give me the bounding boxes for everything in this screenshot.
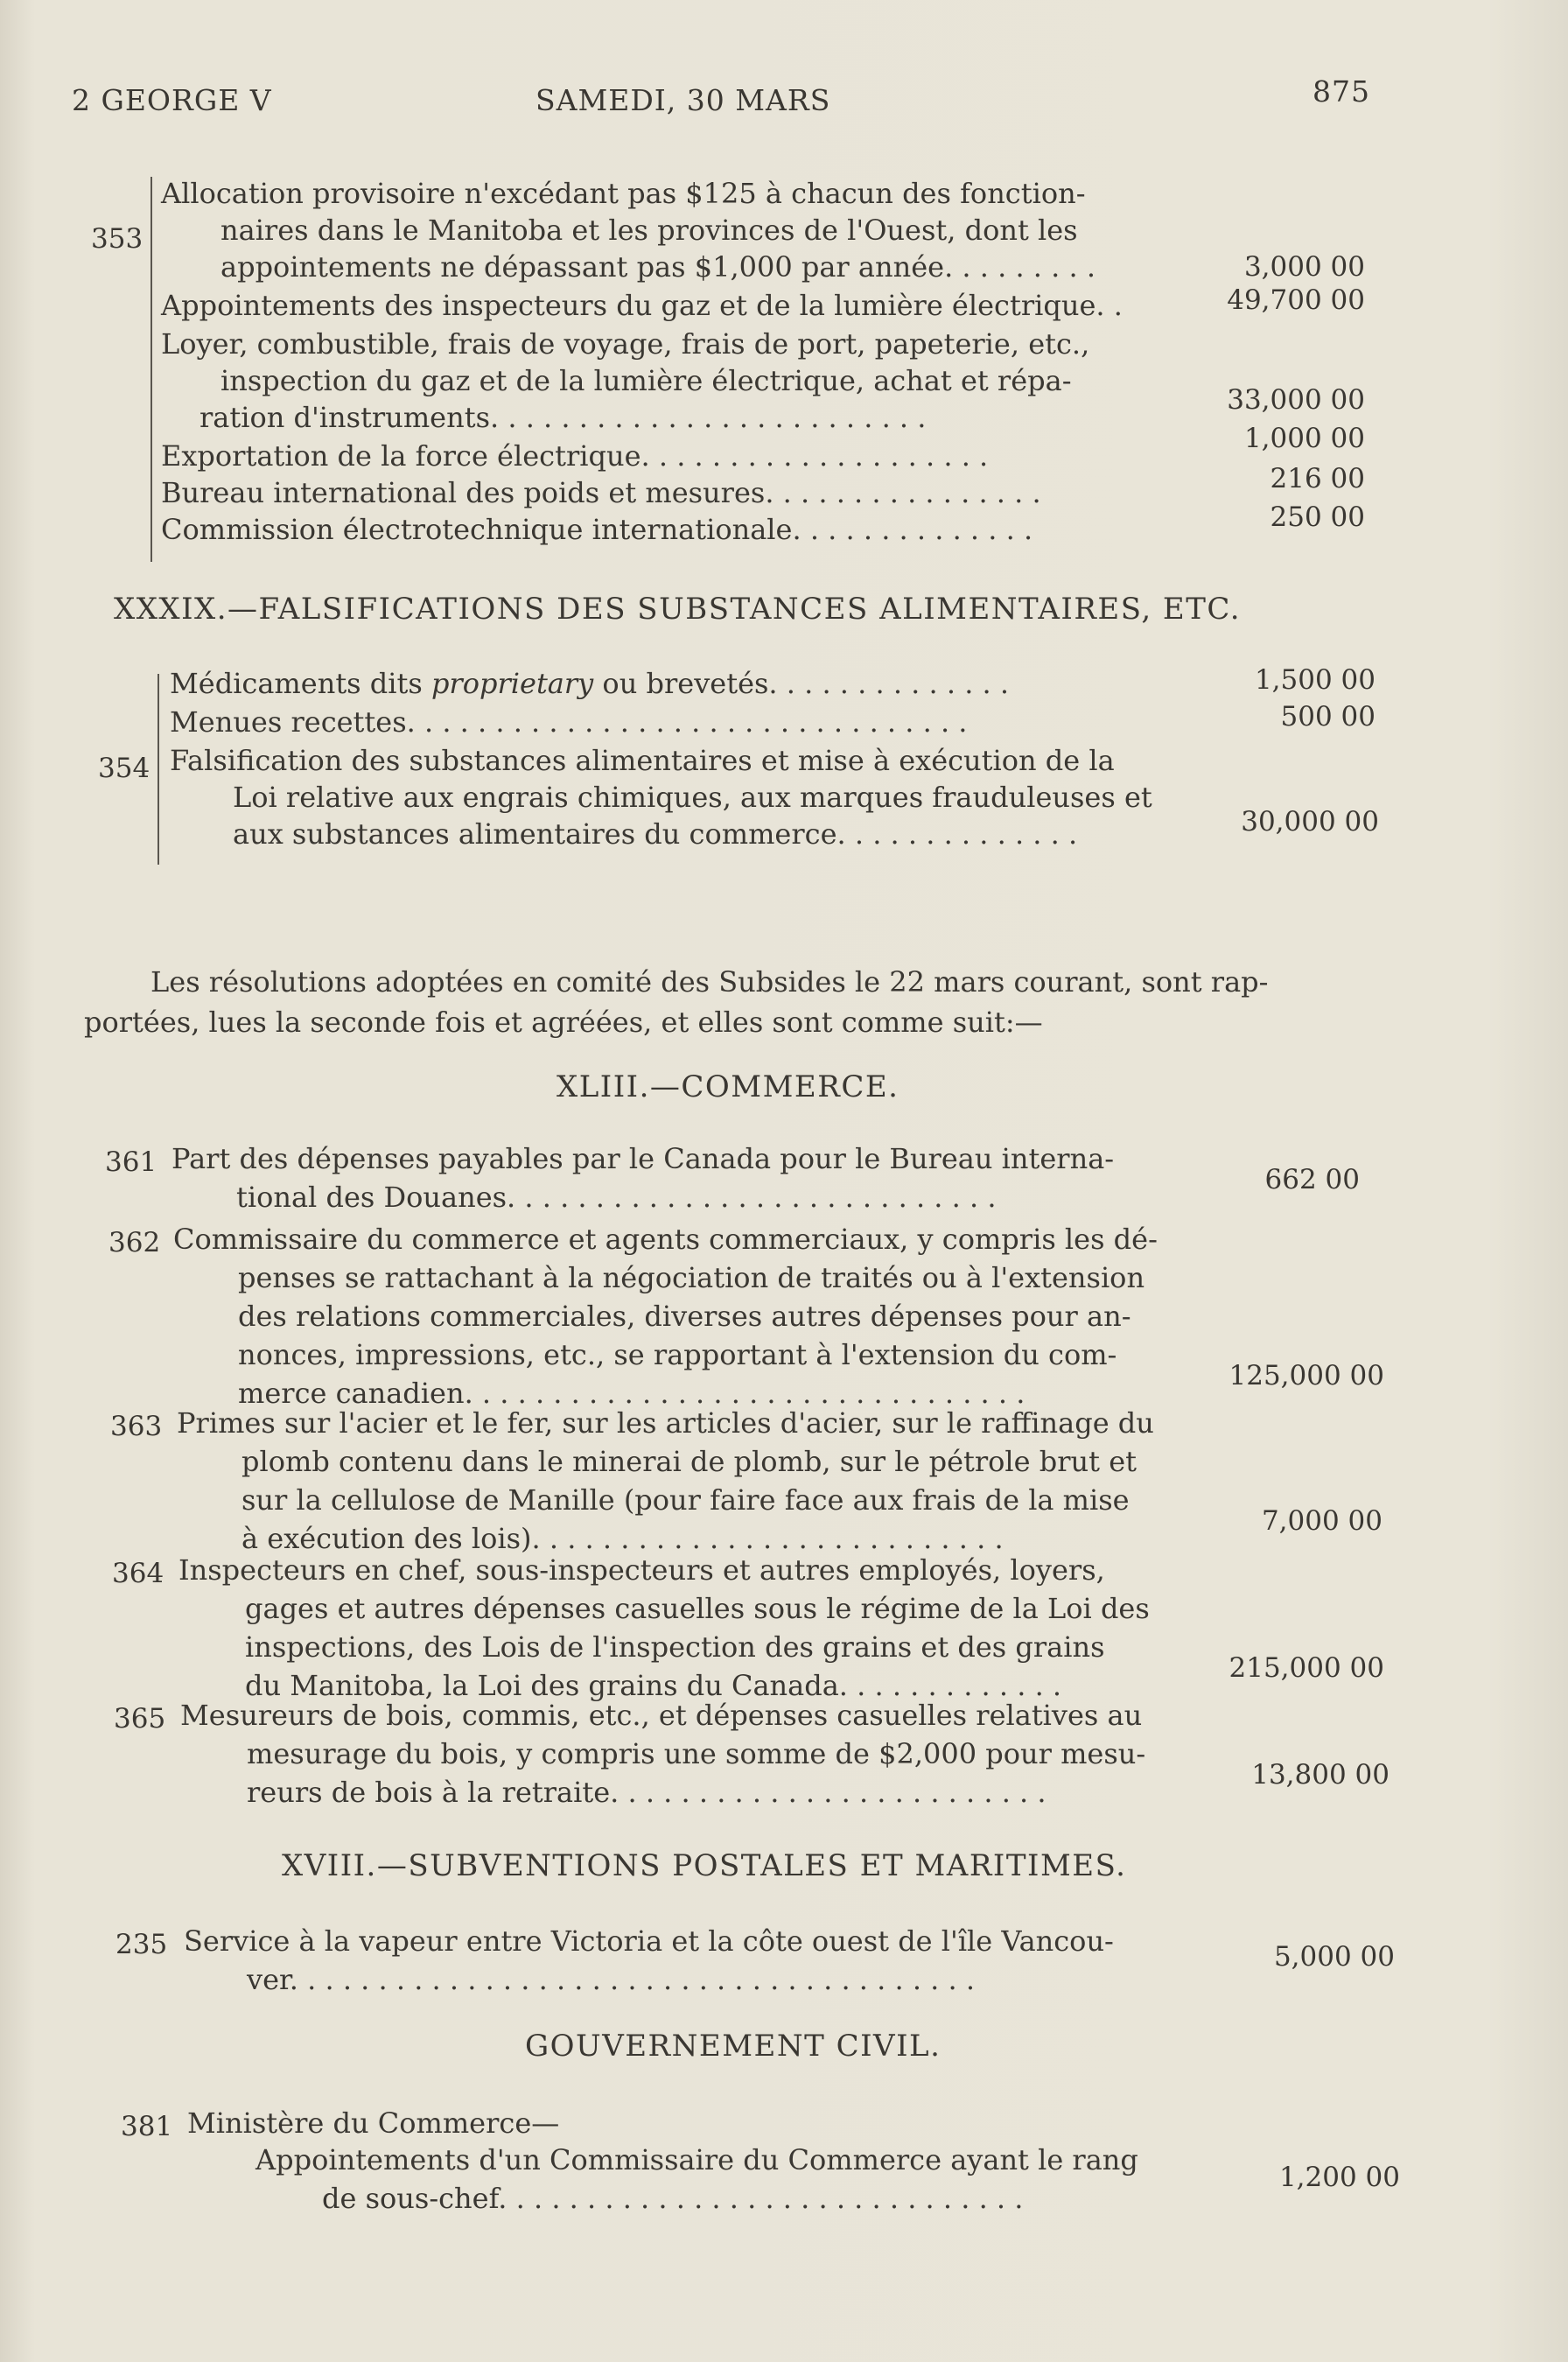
item-363-line-3: sur la cellulose de Manille (pour faire face aux frais de la mise [242, 1483, 1130, 1517]
heading-xliii: XLIII.—COMMERCE. [556, 1069, 900, 1104]
item-363-line-4: à exécution des lois). . . . . . . . . . . . . . . . . . . . . . . . . . . [242, 1522, 1004, 1555]
line-353-8: Exportation de la force électrique. . . . . . . . . . . . . . . . . . . . [161, 439, 989, 473]
line-354-5: aux substances alimentaires du commerce. . . . . . . . . . . . . . [233, 817, 1078, 851]
section-353 [0, 175, 1568, 548]
amount-362: 125,000 00 [1228, 1360, 1384, 1391]
amount-354-1: 1,500 00 [1254, 664, 1376, 696]
amount-363: 7,000 00 [1261, 1505, 1382, 1537]
item-362-line-5: merce canadien. . . . . . . . . . . . . . . . . . . . . . . . . . . . . . . . [238, 1377, 1026, 1410]
heading-xviii: XVIII.—SUBVENTIONS POSTALES ET MARITIMES. [282, 1848, 1127, 1883]
line-354-3: Falsification des substances alimentaires et mise à exécution de la [170, 744, 1115, 777]
heading-gouvernement-civil: GOUVERNEMENT CIVIL. [525, 2029, 942, 2064]
item-362-line-2: penses se rattachant à la négociation de traités ou à l'extension [238, 1261, 1145, 1294]
amount-353-4: 1,000 00 [1243, 423, 1365, 454]
item-381-line-3: de sous-chef. . . . . . . . . . . . . . . . . . . . . . . . . . . . . . [322, 2182, 1024, 2215]
item-number-235: 235 [116, 1929, 168, 1960]
amount-354-2: 500 00 [1280, 701, 1376, 732]
item-364-line-1: Inspecteurs en chef, sous-inspecteurs et autres employés, loyers, [178, 1553, 1105, 1587]
item-361-line-2: tional des Douanes. . . . . . . . . . . . . . . . . . . . . . . . . . . . [236, 1181, 997, 1214]
line-353-3: appointements ne dépassant pas $1,000 par année. . . . . . . . . [220, 250, 1096, 284]
heading-xxxix: XXXIX.—FALSIFICATIONS DES SUBSTANCES ALIMENTAIRES, ETC. [114, 592, 1242, 627]
line-353-5: Loyer, combustible, frais de voyage, frais de port, papeterie, etc., [161, 327, 1090, 361]
item-365-line-1: Mesureurs de bois, commis, etc., et dépenses casuelles relatives au [180, 1699, 1143, 1732]
line-353-10: Commission électrotechnique internationale. . . . . . . . . . . . . . [161, 513, 1033, 546]
amount-353-1: 3,000 00 [1243, 251, 1365, 283]
line-354-4: Loi relative aux engrais chimiques, aux marques frauduleuses et [233, 781, 1152, 814]
page-number: 875 [1312, 74, 1370, 109]
item-362-line-1: Commissaire du commerce et agents commerciaux, y compris les dé- [173, 1223, 1158, 1256]
item-365-line-3: reurs de bois à la retraite. . . . . . . . . . . . . . . . . . . . . . . . . [247, 1776, 1046, 1809]
amount-365: 13,800 00 [1251, 1759, 1390, 1791]
item-number-365: 365 [114, 1703, 166, 1735]
item-number-381: 381 [121, 2111, 173, 2142]
item-365-line-2: mesurage du bois, y compris une somme de $2,000 pour mesu- [247, 1737, 1146, 1770]
line-353-9: Bureau international des poids et mesures. . . . . . . . . . . . . . . . [161, 476, 1041, 509]
line-353-7: ration d'instruments. . . . . . . . . . . . . . . . . . . . . . . . . [200, 401, 927, 434]
item-number-364: 364 [112, 1558, 164, 1589]
item-364-line-3: inspections, des Lois de l'inspection des grains et des grains [245, 1630, 1105, 1664]
resolution-line-1: Les résolutions adoptées en comité des Subsides le 22 mars courant, sont rap- [150, 965, 1269, 999]
amount-353-5: 216 00 [1270, 463, 1365, 494]
line-353-1: Allocation provisoire n'excédant pas $125 à chacun des fonction- [161, 177, 1086, 210]
item-381-line-1: Ministère du Commerce— [187, 2106, 560, 2140]
item-362-line-4: nonces, impressions, etc., se rapportant à l'extension du com- [238, 1338, 1117, 1371]
item-362-line-3: des relations commerciales, diverses autres dépenses pour an- [238, 1300, 1131, 1333]
amount-361: 662 00 [1264, 1164, 1360, 1195]
header-left: 2 GEORGE V [72, 83, 272, 117]
amount-364: 215,000 00 [1228, 1652, 1384, 1684]
amount-353-6: 250 00 [1270, 501, 1365, 533]
item-364-line-2: gages et autres dépenses casuelles sous le régime de la Loi des [245, 1592, 1150, 1625]
item-number-362: 362 [108, 1227, 161, 1258]
section-354 [0, 665, 1568, 852]
item-number-363: 363 [110, 1411, 163, 1442]
item-361-line-1: Part des dépenses payables par le Canada pour le Bureau interna- [172, 1142, 1115, 1175]
item-363-line-2: plomb contenu dans le minerai de plomb, sur le pétrole brut et [242, 1445, 1137, 1478]
amount-235: 5,000 00 [1273, 1941, 1395, 1973]
line-354-1: Médicaments dits proprietary ou brevetés. . . . . . . . . . . . . . [170, 667, 1010, 700]
amount-354-3: 30,000 00 [1241, 806, 1379, 838]
item-number-361: 361 [105, 1146, 158, 1178]
amount-353-3: 33,000 00 [1227, 384, 1365, 416]
item-363-line-1: Primes sur l'acier et le fer, sur les articles d'acier, sur le raffinage du [177, 1406, 1154, 1440]
item-number-354: 354 [98, 753, 150, 784]
line-353-4: Appointements des inspecteurs du gaz et de la lumière électrique. . [161, 289, 1123, 322]
line-353-2: naires dans le Manitoba et les provinces de l'Ouest, dont les [220, 214, 1078, 247]
line-354-2: Menues recettes. . . . . . . . . . . . . . . . . . . . . . . . . . . . . . . . [170, 705, 968, 739]
line-353-6: inspection du gaz et de la lumière électrique, achat et répa- [220, 364, 1072, 397]
item-number-353: 353 [91, 223, 144, 255]
item-364-line-4: du Manitoba, la Loi des grains du Canada. . . . . . . . . . . . . [245, 1669, 1062, 1702]
amount-381: 1,200 00 [1278, 2162, 1400, 2193]
item-235-line-1: Service à la vapeur entre Victoria et la côte ouest de l'île Vancou- [184, 1924, 1114, 1958]
item-235-line-2: ver. . . . . . . . . . . . . . . . . . . . . . . . . . . . . . . . . . . . . . . [247, 1963, 976, 1996]
header-center: SAMEDI, 30 MARS [536, 83, 831, 117]
resolution-line-2: portées, lues la seconde fois et agréées, et elles sont comme suit:— [84, 1006, 1043, 1039]
amount-353-2: 49,700 00 [1227, 284, 1365, 316]
item-381-line-2: Appointements d'un Commissaire du Commerce ayant le rang [256, 2143, 1138, 2176]
